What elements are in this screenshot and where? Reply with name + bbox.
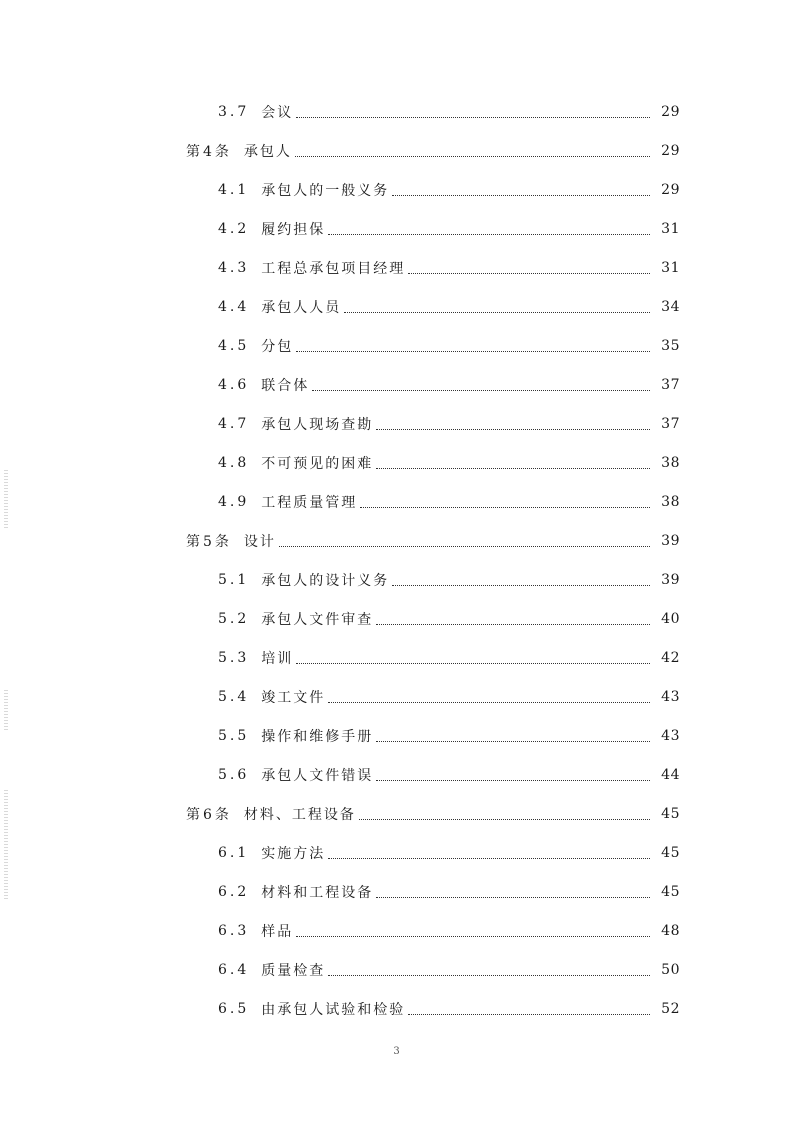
toc-entry-number: 4.6 [218, 376, 250, 393]
toc-entry-page-number: 29 [661, 181, 680, 198]
toc-entry[interactable] [0, 911, 793, 950]
toc-dot-leader [295, 156, 650, 157]
toc-entry-page-number: 52 [661, 1000, 680, 1017]
toc-dot-leader [296, 663, 650, 664]
toc-entry-title: 由承包人试验和检验 [261, 1001, 406, 1018]
toc-entry-page-number: 43 [661, 688, 680, 705]
table-of-contents [0, 92, 793, 1028]
toc-entry-title: 操作和维修手册 [261, 728, 374, 745]
toc-entry[interactable] [0, 521, 793, 560]
toc-dot-leader [408, 273, 650, 274]
toc-entry[interactable] [0, 755, 793, 794]
toc-entry-page-number: 29 [661, 142, 680, 159]
toc-entry[interactable] [0, 599, 793, 638]
toc-entry-page-number: 45 [661, 844, 680, 861]
toc-entry[interactable] [0, 677, 793, 716]
toc-entry-title: 样品 [261, 923, 294, 940]
toc-entry-number: 4.3 [218, 259, 250, 276]
toc-entry-number: 4.7 [218, 415, 250, 432]
toc-entry-page-number: 42 [661, 649, 680, 666]
toc-entry-title: 竣工文件 [261, 689, 326, 706]
toc-entry-title: 承包人 [243, 143, 292, 160]
toc-entry[interactable] [0, 560, 793, 599]
toc-entry-number: 第5条 [186, 533, 232, 550]
toc-entry[interactable] [0, 872, 793, 911]
toc-entry-page-number: 37 [661, 415, 680, 432]
toc-dot-leader [392, 195, 650, 196]
toc-entry[interactable] [0, 248, 793, 287]
toc-entry[interactable] [0, 209, 793, 248]
toc-entry[interactable] [0, 716, 793, 755]
toc-entry-page-number: 50 [661, 961, 680, 978]
toc-entry[interactable] [0, 482, 793, 521]
toc-entry-page-number: 31 [661, 259, 680, 276]
toc-entry[interactable] [0, 404, 793, 443]
toc-entry[interactable] [0, 326, 793, 365]
toc-entry-title: 承包人人员 [261, 299, 342, 316]
toc-entry-page-number: 45 [661, 805, 680, 822]
toc-entry-title: 承包人的一般义务 [261, 182, 390, 199]
toc-entry-number: 5.5 [218, 727, 250, 744]
toc-entry-title: 不可预见的困难 [261, 455, 374, 472]
toc-entry-page-number: 38 [661, 493, 680, 510]
toc-entry-title: 联合体 [261, 377, 310, 394]
toc-entry-title: 材料和工程设备 [261, 884, 374, 901]
toc-entry-number: 6.1 [218, 844, 250, 861]
toc-entry-number: 5.3 [218, 649, 250, 666]
toc-entry[interactable] [0, 365, 793, 404]
toc-dot-leader [376, 741, 650, 742]
toc-dot-leader [360, 507, 650, 508]
toc-entry-page-number: 31 [661, 220, 680, 237]
toc-entry-number: 4.9 [218, 493, 250, 510]
toc-entry-page-number: 45 [661, 883, 680, 900]
toc-dot-leader [376, 624, 650, 625]
toc-entry-number: 6.3 [218, 922, 250, 939]
toc-entry-page-number: 48 [661, 922, 680, 939]
toc-dot-leader [296, 936, 650, 937]
toc-entry[interactable] [0, 443, 793, 482]
toc-entry-number: 5.4 [218, 688, 250, 705]
toc-entry-title: 材料、工程设备 [243, 806, 356, 823]
toc-entry[interactable] [0, 638, 793, 677]
toc-entry-page-number: 35 [661, 337, 680, 354]
toc-entry-number: 4.1 [218, 181, 250, 198]
toc-entry-number: 4.4 [218, 298, 250, 315]
toc-dot-leader [328, 234, 650, 235]
toc-dot-leader [376, 780, 650, 781]
page-number: 3 [393, 1046, 400, 1057]
toc-entry-number: 4.5 [218, 337, 250, 354]
toc-dot-leader [376, 897, 650, 898]
toc-entry-number: 4.2 [218, 220, 250, 237]
toc-entry-page-number: 38 [661, 454, 680, 471]
toc-entry[interactable] [0, 950, 793, 989]
toc-entry-number: 3.7 [218, 103, 250, 120]
toc-entry[interactable] [0, 131, 793, 170]
toc-dot-leader [408, 1014, 650, 1015]
toc-dot-leader [376, 429, 650, 430]
toc-entry-title: 分包 [261, 338, 294, 355]
toc-entry-page-number: 34 [661, 298, 680, 315]
toc-entry-number: 第4条 [186, 143, 232, 160]
toc-entry-number: 6.5 [218, 1000, 250, 1017]
toc-entry[interactable] [0, 287, 793, 326]
toc-entry-number: 第6条 [186, 806, 232, 823]
toc-dot-leader [296, 351, 650, 352]
toc-entry-number: 5.6 [218, 766, 250, 783]
toc-entry-title: 承包人的设计义务 [261, 572, 390, 589]
toc-entry-number: 5.1 [218, 571, 250, 588]
toc-entry[interactable] [0, 92, 793, 131]
toc-entry[interactable] [0, 833, 793, 872]
toc-dot-leader [344, 312, 650, 313]
toc-entry-title: 履约担保 [261, 221, 326, 238]
toc-dot-leader [376, 468, 650, 469]
toc-entry-page-number: 44 [661, 766, 680, 783]
toc-dot-leader [328, 702, 650, 703]
toc-entry-title: 承包人文件错误 [261, 767, 374, 784]
toc-entry[interactable] [0, 989, 793, 1028]
toc-entry-number: 5.2 [218, 610, 250, 627]
toc-entry-page-number: 29 [661, 103, 680, 120]
toc-entry[interactable] [0, 170, 793, 209]
toc-dot-leader [279, 546, 650, 547]
toc-entry-page-number: 39 [661, 532, 680, 549]
toc-entry-page-number: 39 [661, 571, 680, 588]
toc-entry-page-number: 40 [661, 610, 680, 627]
toc-dot-leader [328, 858, 650, 859]
toc-entry[interactable] [0, 794, 793, 833]
toc-entry-title: 承包人现场查勘 [261, 416, 374, 433]
toc-dot-leader [328, 975, 650, 976]
toc-entry-number: 6.4 [218, 961, 250, 978]
toc-entry-title: 工程质量管理 [261, 494, 358, 511]
toc-entry-number: 6.2 [218, 883, 250, 900]
toc-entry-page-number: 37 [661, 376, 680, 393]
toc-dot-leader [359, 819, 650, 820]
toc-entry-title: 设计 [243, 533, 276, 550]
toc-dot-leader [296, 117, 650, 118]
toc-entry-title: 承包人文件审查 [261, 611, 374, 628]
toc-entry-page-number: 43 [661, 727, 680, 744]
toc-entry-number: 4.8 [218, 454, 250, 471]
toc-entry-title: 实施方法 [261, 845, 326, 862]
toc-entry-title: 质量检查 [261, 962, 326, 979]
toc-dot-leader [392, 585, 650, 586]
toc-entry-title: 培训 [261, 650, 294, 667]
toc-entry-title: 会议 [261, 104, 294, 121]
toc-dot-leader [312, 390, 650, 391]
toc-entry-title: 工程总承包项目经理 [261, 260, 406, 277]
